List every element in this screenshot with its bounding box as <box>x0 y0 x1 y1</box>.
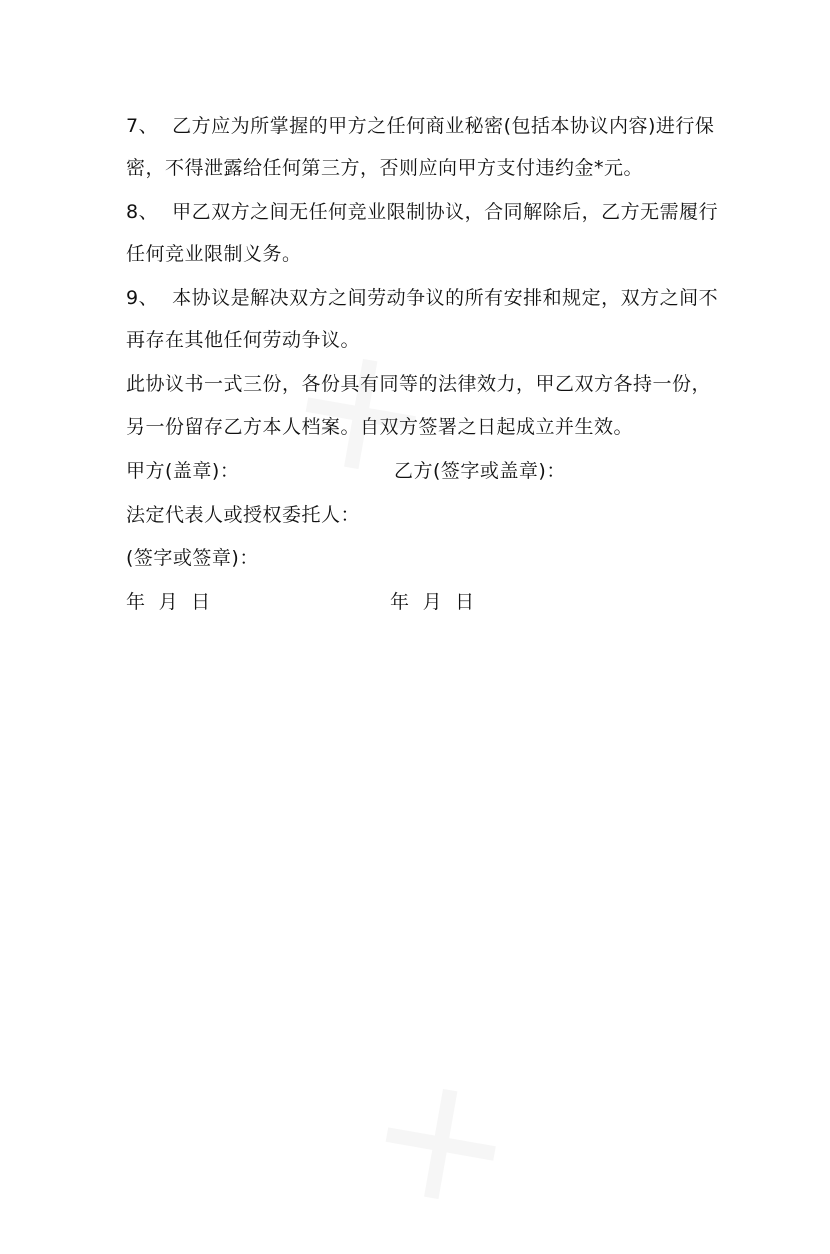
clause-text: 乙方应为所掌握的甲方之任何商业秘密(包括本协议内容)进行保 <box>172 115 715 137</box>
clause-number: 8、 <box>126 201 159 223</box>
clause-text: 本协议是解决双方之间劳动争议的所有安排和规定，双方之间不 <box>172 287 719 309</box>
sign-or-seal-label: (签字或签章)： <box>126 547 259 569</box>
watermark <box>341 1040 544 1254</box>
clause-number: 9、 <box>126 287 159 309</box>
date-party-a: 年 月 日 <box>126 591 211 613</box>
clause-text: 甲乙双方之间无任何竞业限制协议，合同解除后，乙方无需履行 <box>172 201 719 223</box>
clause-7-line-1 <box>126 114 726 138</box>
closing-line-2: 另一份留存乙方本人档案。自双方签署之日起成立并生效。 <box>126 416 634 438</box>
clause-8-line-2: 任何竞业限制义务。 <box>126 243 302 265</box>
clause-9-line-1 <box>126 286 726 310</box>
clause-7-line-2: 密，不得泄露给任何第三方，否则应向甲方支付违约金*元。 <box>126 157 644 179</box>
clause-number: 7、 <box>126 115 159 137</box>
clause-9-line-2: 再存在其他任何劳动争议。 <box>126 329 361 351</box>
representative-label: 法定代表人或授权委托人： <box>126 504 361 526</box>
party-b-signature-label: 乙方(签字或盖章)： <box>394 460 566 482</box>
party-a-seal-label: 甲方(盖章)： <box>126 460 240 482</box>
date-party-b: 年 月 日 <box>390 591 475 613</box>
closing-line-1: 此协议书一式三份，各份具有同等的法律效力，甲乙双方各持一份， <box>126 373 712 395</box>
clause-8-line-1 <box>126 200 726 224</box>
